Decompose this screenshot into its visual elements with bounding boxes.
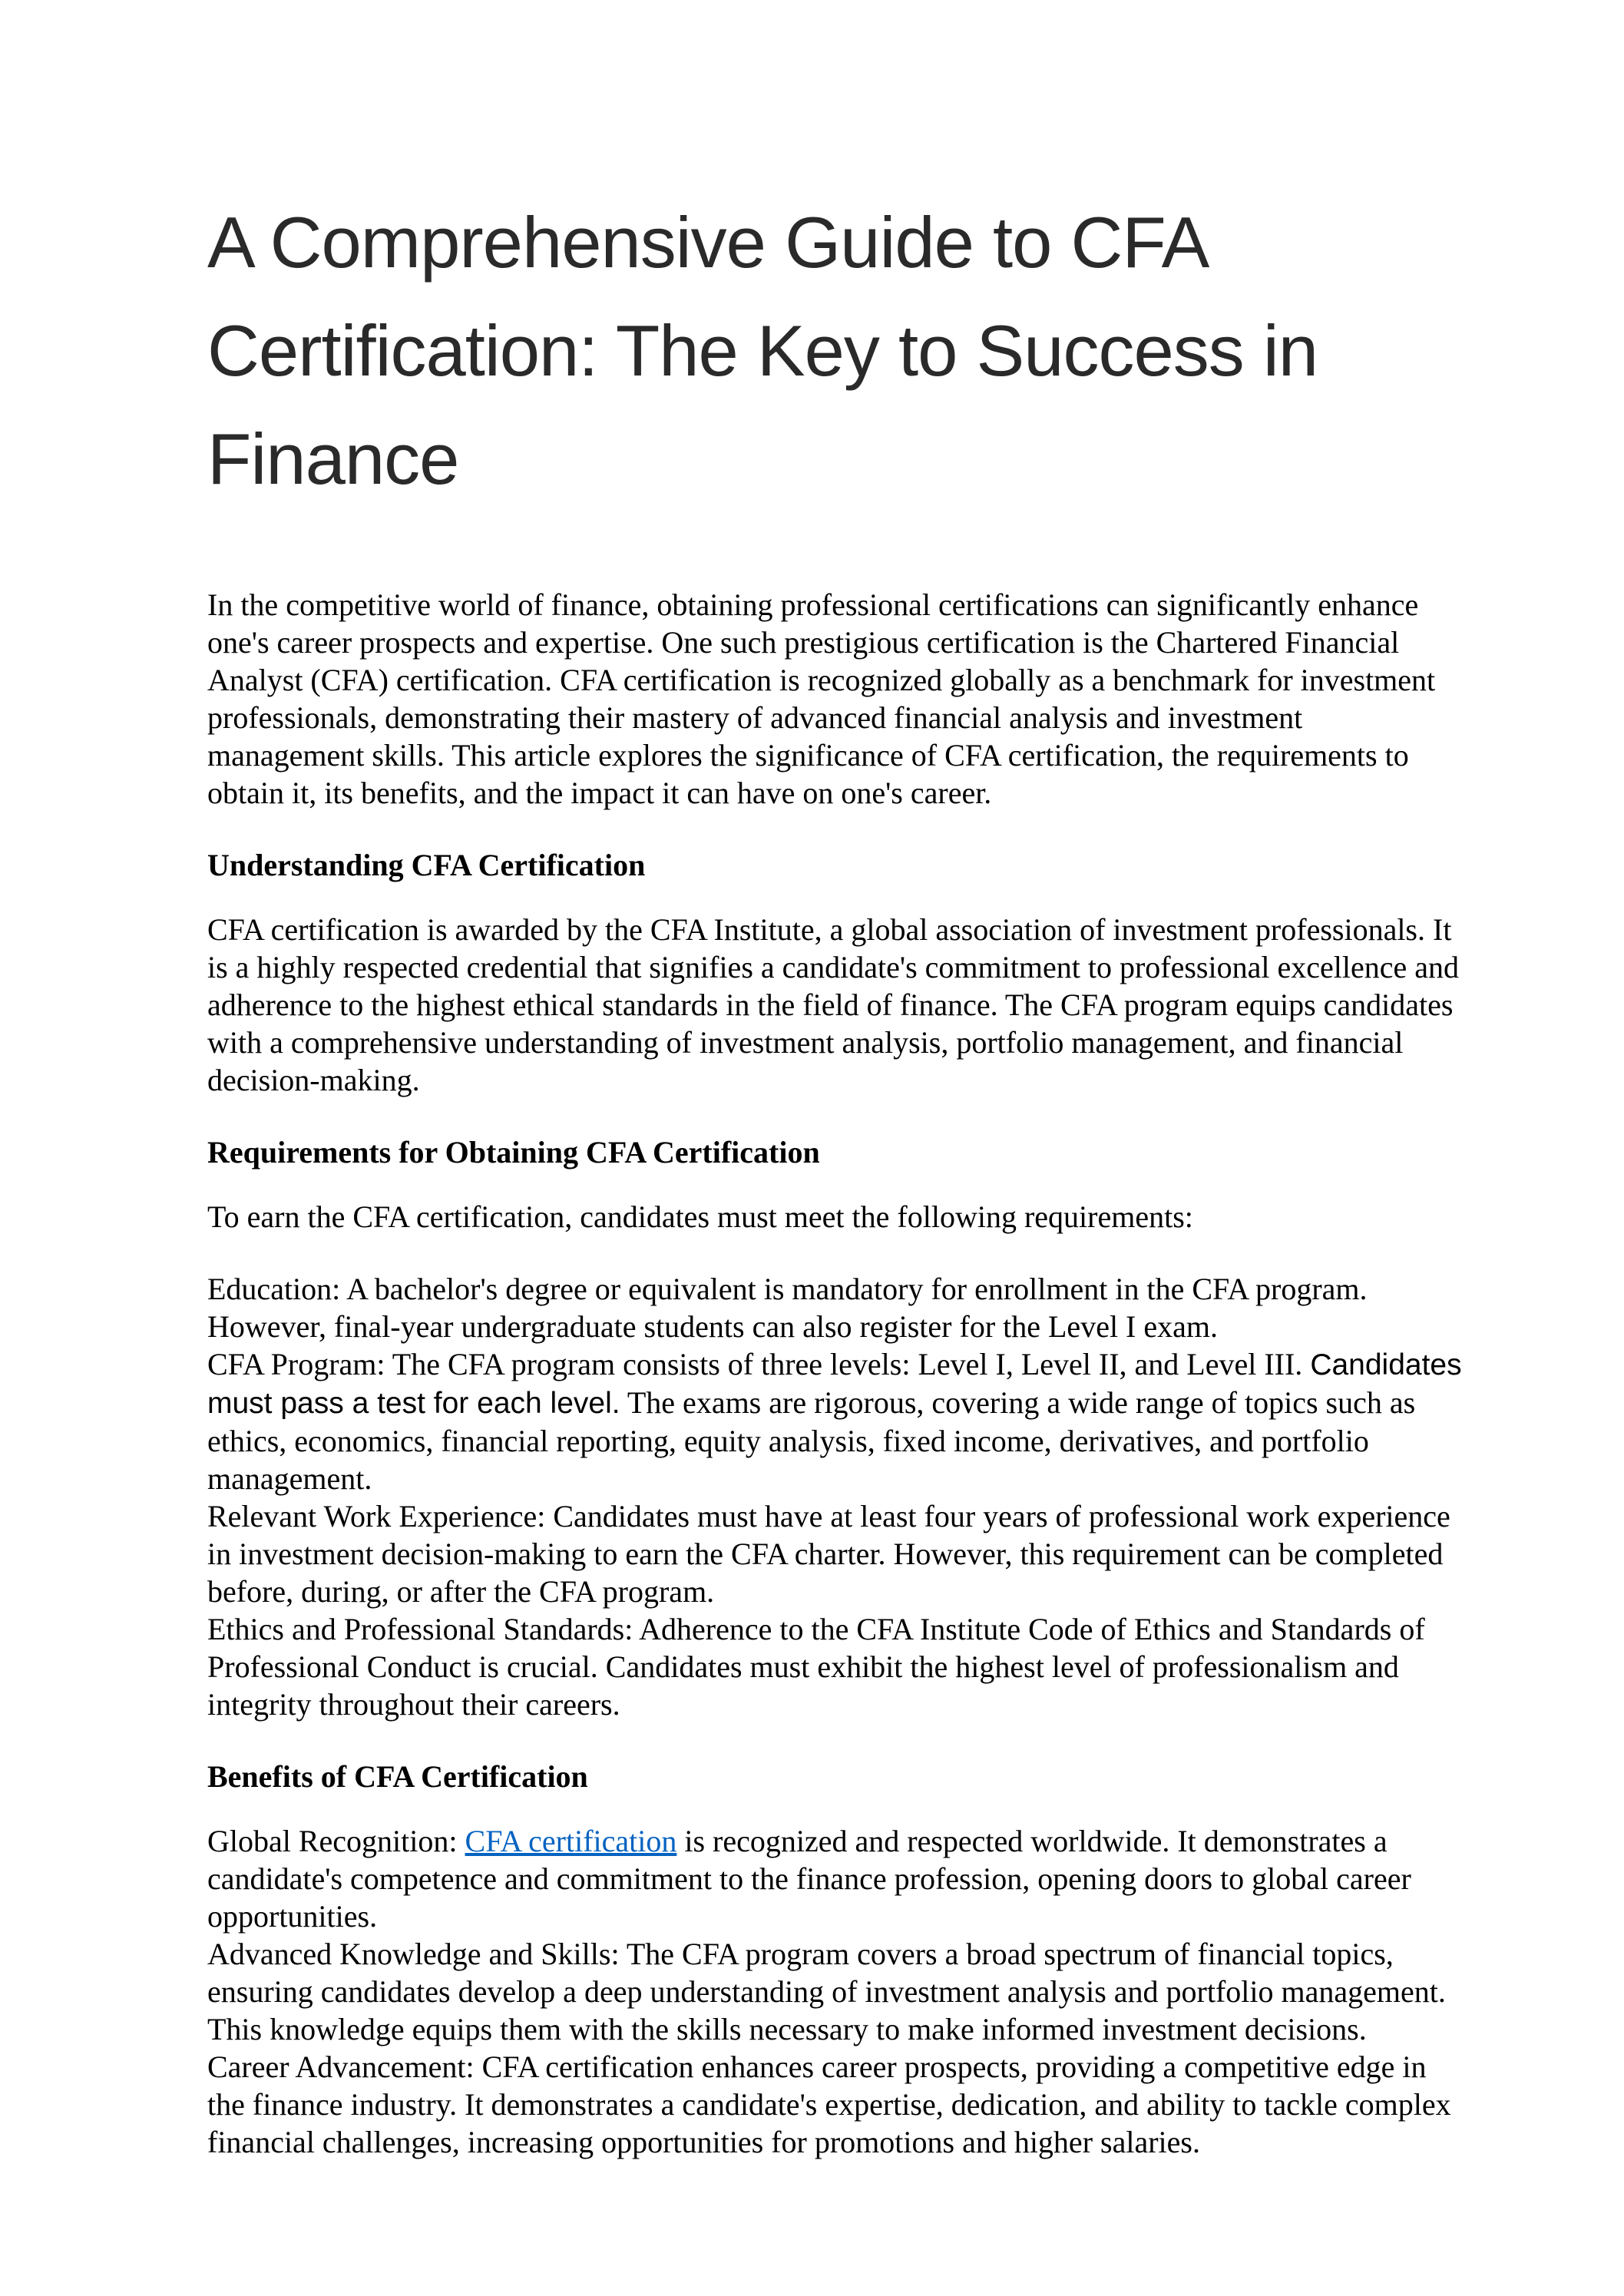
requirement-ethics: Ethics and Professional Standards: Adherence to the CFA Institute Code of Ethics and Standards of Professional Conduct is crucial. Candidates must exhibit the highest level of professionalism and integrity throughout their careers. bbox=[207, 1612, 1425, 1722]
requirement-cfa-program-prefix: CFA Program: The CFA program consists of three levels: Level I, Level II, and Level III. bbox=[207, 1347, 1311, 1381]
understanding-paragraph: CFA certification is awarded by the CFA Institute, a global association of investment professionals. It is a highly respected credential that signifies a candidate's commitment to professional excellence and adherence to the highest ethical standards in the field of finance. The CFA program equips candidates with a comprehensive understanding of investment analysis, portfolio management, and financial decision-making. bbox=[207, 912, 1459, 1097]
requirement-cfa-program bbox=[207, 1345, 1467, 1497]
title-line-3: Finance bbox=[207, 419, 459, 499]
requirement-cfa-program-suffix: The exams are rigorous, covering a wide range of topics such as ethics, economics, financial reporting, equity analysis, fixed income, derivatives, and portfolio management. bbox=[207, 1385, 1416, 1496]
benefit-career-advancement: Career Advancement: CFA certification enhances career prospects, providing a competitive edge in the finance industry. It demonstrates a candidate's expertise, dedication, and ability to tackle complex financial challenges, increasing opportunities for promotions and higher salaries. bbox=[207, 2050, 1451, 2159]
requirements-lead-paragraph: To earn the CFA certification, candidates must meet the following requirements: bbox=[207, 1199, 1193, 1234]
document-title bbox=[207, 188, 1467, 513]
benefit-global-recognition bbox=[207, 1822, 1467, 1935]
benefit-global-prefix: Global Recognition: bbox=[207, 1824, 465, 1858]
benefits-list bbox=[207, 1822, 1467, 2161]
requirement-work-experience: Relevant Work Experience: Candidates must have at least four years of professional work experience in investment decision-making to earn the CFA charter. However, this requirement can be completed before, during, or after the CFA program. bbox=[207, 1499, 1450, 1609]
benefit-global-suffix: is recognized and respected worldwide. It demonstrates a candidate's competence and commitment to the finance profession, opening doors to global career opportunities. bbox=[207, 1824, 1411, 1934]
benefit-advanced-knowledge: Advanced Knowledge and Skills: The CFA program covers a broad spectrum of financial topics, ensuring candidates develop a deep understanding of investment analysis and portfolio management. This knowledge equips them with the skills necessary to make informed investment decisions. bbox=[207, 1937, 1446, 2046]
requirement-education: Education: A bachelor's degree or equivalent is mandatory for enrollment in the CFA program. However, final-year undergraduate students can also register for the Level I exam. bbox=[207, 1272, 1368, 1344]
cfa-certification-link[interactable]: CFA certification bbox=[465, 1824, 677, 1858]
intro-paragraph: In the competitive world of finance, obtaining professional certifications can significantly enhance one's career prospects and expertise. One such prestigious certification is the Chartered Financial Analyst (CFA) certification. CFA certification is recognized globally as a benchmark for investment professionals, demonstrating their mastery of advanced financial analysis and investment management skills. This article explores the significance of CFA certification, the requirements to obtain it, its benefits, and the impact it can have on one's career. bbox=[207, 587, 1436, 810]
heading-understanding: Understanding CFA Certification bbox=[207, 848, 646, 882]
heading-requirements: Requirements for Obtaining CFA Certification bbox=[207, 1135, 820, 1170]
title-line-1: A Comprehensive Guide to CFA bbox=[207, 202, 1209, 283]
requirements-list bbox=[207, 1270, 1467, 1723]
title-line-2: Certification: The Key to Success in bbox=[207, 310, 1318, 391]
requirement-cfa-program-highlight: Candidates must pass a test for each level. bbox=[207, 1348, 1462, 1420]
heading-benefits: Benefits of CFA Certification bbox=[207, 1759, 588, 1794]
